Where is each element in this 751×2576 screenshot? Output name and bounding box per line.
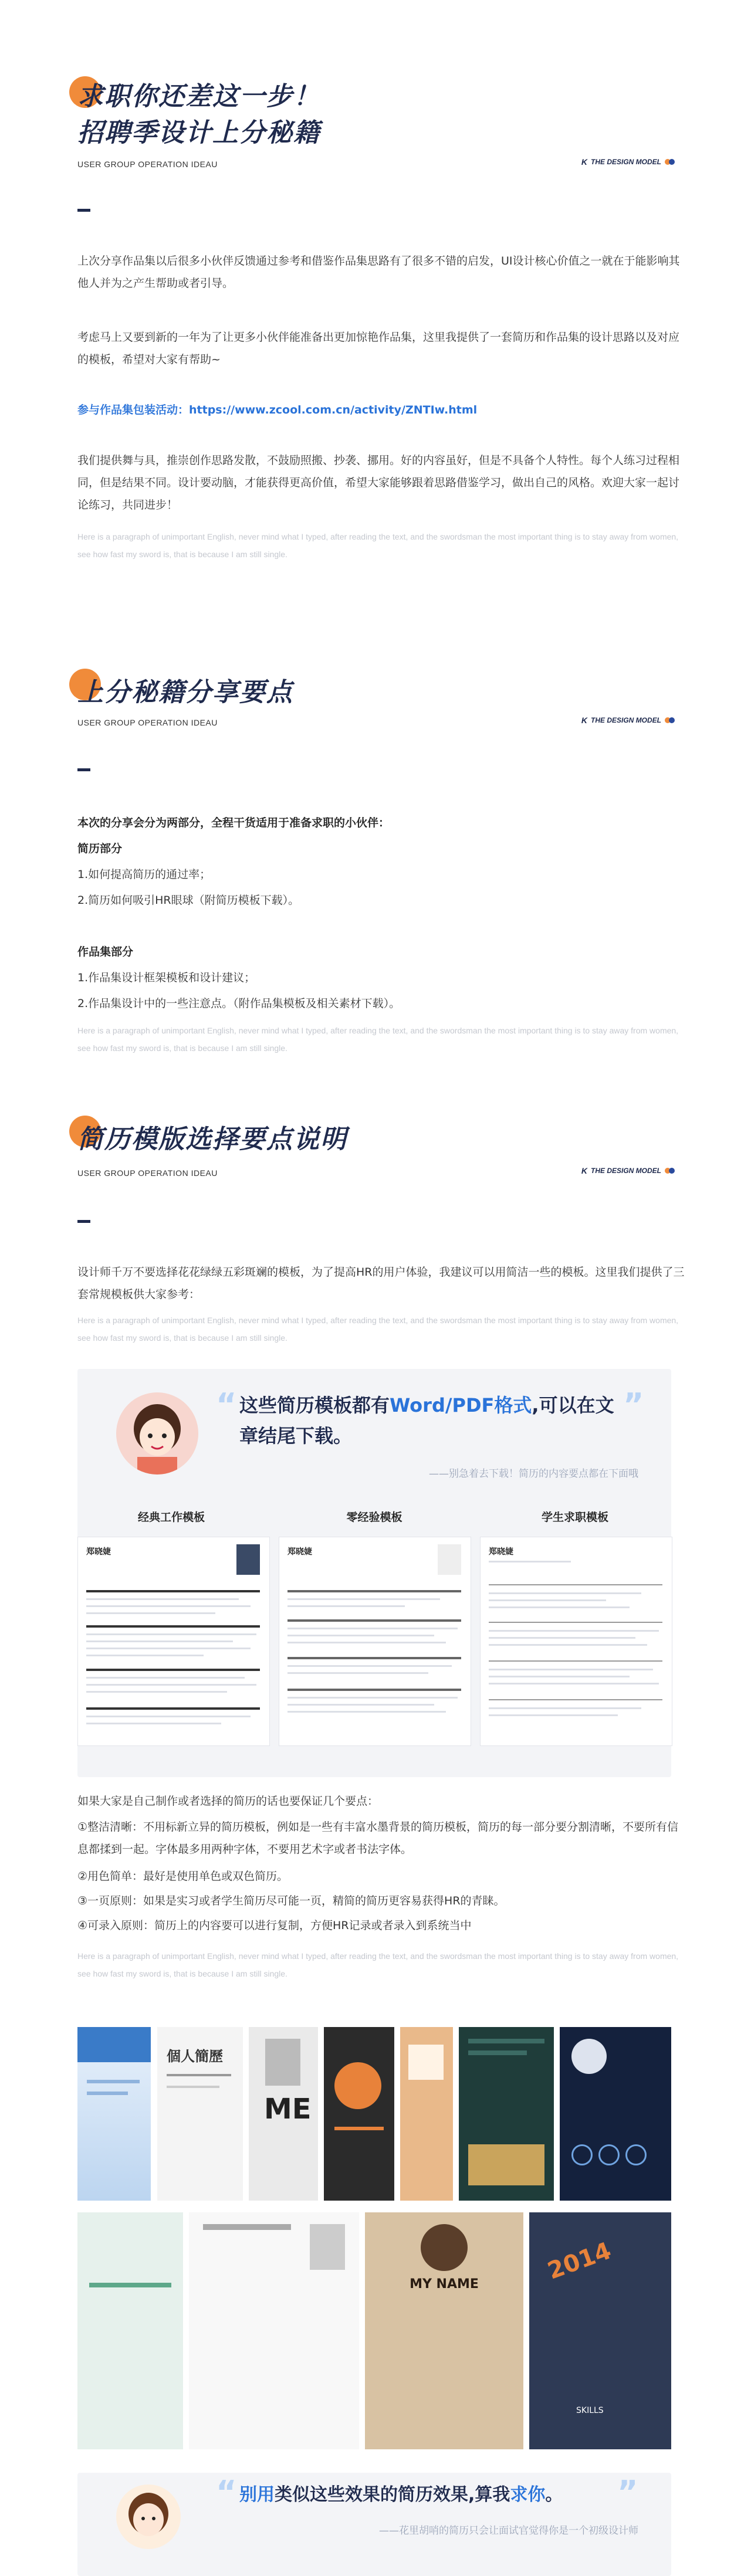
placeholder-paragraph: Here is a paragraph of unimportant English, never mind what I typed, after reading the text, and the swordsman the most important thing is to stay away from women, see how fast my sword is, that is because I am still single. (77, 1026, 679, 1053)
bad-resume-example-1 (77, 2027, 151, 2201)
resume-line (489, 1669, 653, 1670)
resume-section-bar (86, 1590, 260, 1592)
gallery-text: 個人簡歷 (167, 2048, 223, 2065)
worried-avatar-illustration (116, 2485, 181, 2549)
quote-close-icon: ” (623, 1387, 644, 1423)
resume-line (489, 1599, 606, 1601)
gallery-text: 2014 (544, 2237, 615, 2285)
resume-line (86, 1598, 239, 1600)
resume-line (287, 1598, 440, 1600)
brand-k-icon: K (581, 157, 587, 167)
resume-line (489, 1630, 659, 1632)
resume-line (86, 1648, 251, 1649)
resume-section-bar (287, 1657, 461, 1659)
resume-line (86, 1723, 221, 1724)
resume-line (86, 1677, 245, 1679)
section-subtitle: USER GROUP OPERATION IDEAU (77, 718, 218, 727)
bottom-quote-panel (77, 2473, 671, 2576)
section-subtitle: USER GROUP OPERATION IDEAU (77, 160, 218, 169)
bad-resume-example-7 (560, 2027, 671, 2201)
principle-item: ①整洁清晰：不用标新立异的简历模板，例如是一些有丰富水墨背景的简历模板，简历的每一部分要分割清晰，不要所有信息都揉到一起。字体最多用两种字体，不要用艺术字或者书法字体。 (77, 1821, 679, 1856)
resume-section-bar (489, 1699, 662, 1700)
brand-name: THE DESIGN MODEL (590, 1167, 661, 1175)
intro-paragraph-3: 我们提供舞与具，推崇创作思路发散，不鼓励照搬、抄袭、挪用。好的内容虽好，但是不具备个人特性。每个人练习过程相同，但是结果不同。设计要动脑，才能获得更高价值，希望大家能够跟着思路借鉴学习，做出自己的风格。欢迎大家一起讨论练习，共同进步！ (77, 454, 680, 511)
resume-line (489, 1592, 641, 1594)
resume-line (489, 1637, 635, 1639)
brand-k-icon: K (581, 716, 587, 725)
resume-line (86, 1640, 233, 1642)
principles-intro: 如果大家是自己制作或者选择的简历的话也要保证几个要点： (77, 1795, 379, 1808)
placeholder-paragraph: Here is a paragraph of unimportant English, never mind what I typed, after reading the text, and the swordsman the most important thing is to stay away from women, see how fast my sword is, that is because I am still single. (77, 532, 679, 559)
resume-section-bar (489, 1622, 662, 1623)
intro-paragraph-1: 上次分享作品集以后很多小伙伴反馈通过参考和借鉴作品集思路有了很多不错的启发，UI设计核心价值之一就在于能影响其他人并为之产生帮助或者引导。 (77, 255, 680, 290)
resume-item: 1.如何提高简历的通过率； (77, 868, 211, 881)
resume-line (287, 1635, 434, 1636)
resume-photo (438, 1544, 461, 1575)
resume-line (287, 1628, 458, 1629)
portfolio-heading: 作品集部分 (77, 945, 134, 958)
quote-text-pre: 这些简历模板都有 (239, 1394, 390, 1416)
template-label-classic: 经典工作模板 (137, 1511, 205, 1524)
brand-dots-icon (665, 717, 675, 723)
section-divider (77, 209, 90, 212)
section-divider (77, 1220, 90, 1223)
resume-section-bar (86, 1669, 260, 1671)
resume-line (287, 1672, 428, 1674)
bad-resume-example-3 (249, 2027, 318, 2201)
bottom-quote-mid: 类似这些效果的简历效果,算我 (275, 2485, 510, 2505)
bad-resume-example-6 (459, 2027, 554, 2201)
share-intro: 本次的分享会分为两部分，全程干货适用于准备求职的小伙伴： (77, 816, 390, 829)
resume-name: 郑晓婕 (489, 1547, 513, 1557)
resume-section-bar (489, 1584, 662, 1585)
resume-line (86, 1716, 251, 1717)
activity-link[interactable]: 参与作品集包装活动：https://www.zcool.com.cn/activity/ZNTIw.html (77, 404, 478, 416)
bad-resume-example-5 (400, 2027, 453, 2201)
resume-name: 郑晓婕 (287, 1547, 312, 1557)
quote-text-post: ,可以在文章结尾下载。 (239, 1394, 614, 1447)
page-title-line2: 招聘季设计上分秘籍 (77, 118, 320, 148)
section-divider (77, 768, 90, 771)
quote-subtext: ——别急着去下载！简历的内容要点都在下面哦 (429, 1468, 638, 1480)
template-label-zero-exp: 零经验模板 (346, 1511, 402, 1524)
brand-tag (581, 1166, 675, 1175)
portfolio-item: 2.作品集设计中的一些注意点。（附作品集模板及相关素材下载）。 (77, 997, 401, 1010)
bad-resume-gallery (77, 2027, 671, 2449)
bad-resume-example-11 (529, 2212, 671, 2449)
resume-section-bar (287, 1619, 461, 1622)
brand-dots-icon (665, 1168, 675, 1174)
resume-line (287, 1697, 458, 1699)
bottom-quote-subtext: ——花里胡哨的简历只会让面试官觉得你是一个初级设计师 (379, 2525, 638, 2537)
template-panel (77, 1369, 671, 1777)
gallery-text: SKILLS (576, 2406, 604, 2415)
resume-line (489, 1707, 641, 1709)
brand-tag (581, 716, 675, 725)
principle-item: ②用色简单：最好是使用单色或双色简历。 (77, 1870, 289, 1883)
portfolio-item: 1.作品集设计框架模板和设计建议； (77, 971, 256, 984)
resume-item: 2.简历如何吸引HR眼球（附简历模板下载）。 (77, 894, 300, 907)
gallery-text: MY NAME (410, 2277, 479, 2292)
resume-heading: 简历部分 (77, 842, 123, 855)
bottom-quote-hl: 求你 (510, 2485, 546, 2505)
resume-line (287, 1642, 446, 1643)
quote-open-icon: “ (216, 1387, 237, 1423)
resume-name: 郑晓婕 (86, 1547, 111, 1557)
resume-preview-classic[interactable] (77, 1537, 270, 1746)
section2-title: 上分秘籍分享要点 (77, 677, 293, 707)
resume-line (86, 1605, 251, 1607)
resume-line (489, 1644, 647, 1646)
resume-line (287, 1605, 405, 1607)
resume-line (287, 1711, 446, 1713)
placeholder-paragraph: Here is a paragraph of unimportant English, never mind what I typed, after reading the text, and the swordsman the most important thing is to stay away from women, see how fast my sword is, that is because I am still single. (77, 1951, 679, 1978)
quote-text (239, 1390, 615, 1451)
template-previews (77, 1537, 671, 1745)
resume-line (86, 1633, 256, 1635)
resume-line (86, 1691, 227, 1693)
resume-line (489, 1561, 571, 1562)
intro-paragraph-2: 考虑马上又要到新的一年为了让更多小伙伴能准备出更加惊艳作品集，这里我提供了一套简历和作品集的设计思路以及对应的模板，希望对大家有帮助~ (77, 331, 680, 366)
template-intro: 设计师千万不要选择花花绿绿五彩斑斓的模板，为了提高HR的用户体验，我建议可以用简洁一些的模板。这里我们提供了三套常规模板供大家参考： (77, 1266, 685, 1301)
template-label-student: 学生求职模板 (541, 1511, 608, 1524)
placeholder-paragraph: Here is a paragraph of unimportant English, never mind what I typed, after reading the text, and the swordsman the most important thing is to stay away from women, see how fast my sword is, that is because I am still single. (77, 1316, 679, 1343)
resume-section-bar (86, 1707, 260, 1710)
resume-photo (236, 1544, 260, 1575)
quote-highlight: Word/PDF格式 (390, 1394, 532, 1416)
bottom-quote-pre: 别用 (239, 2485, 275, 2505)
bottom-quote-text (239, 2480, 563, 2510)
resume-line (489, 1676, 630, 1677)
principle-item: ③一页原则：如果是实习或者学生简历尽可能一页，精简的简历更容易获得HR的青睐。 (77, 1894, 505, 1907)
section-subtitle: USER GROUP OPERATION IDEAU (77, 1168, 218, 1178)
section3-title: 简历模版选择要点说明 (77, 1124, 347, 1154)
bad-resume-example-2 (157, 2027, 243, 2201)
bottom-quote-end: 。 (545, 2485, 563, 2505)
resume-line (489, 1714, 618, 1716)
quote-close-icon: ” (617, 2474, 638, 2511)
resume-preview-student[interactable] (480, 1537, 672, 1746)
bad-resume-example-9 (189, 2212, 359, 2449)
resume-line (86, 1684, 256, 1686)
bad-resume-example-10 (365, 2212, 523, 2449)
resume-section-bar (287, 1689, 461, 1691)
brand-name: THE DESIGN MODEL (590, 158, 661, 166)
brand-dots-icon (665, 159, 675, 165)
principle-item: ④可录入原则：简历上的内容要可以进行复制，方便HR记录或者录入到系统当中 (77, 1919, 472, 1932)
bad-resume-example-8 (77, 2212, 183, 2449)
brand-name: THE DESIGN MODEL (590, 716, 661, 724)
quote-open-icon: “ (216, 2474, 237, 2511)
brand-tag (581, 157, 675, 167)
gallery-text: ME (264, 2093, 312, 2126)
resume-section-bar (86, 1625, 260, 1628)
resume-line (489, 1606, 630, 1608)
resume-preview-zero-exp[interactable] (279, 1537, 471, 1746)
resume-line (287, 1665, 452, 1667)
resume-section-bar (489, 1660, 662, 1662)
page-title-line1: 求职你还差这一步！ (77, 82, 320, 111)
brand-k-icon: K (581, 1166, 587, 1175)
resume-line (489, 1683, 659, 1684)
resume-line (287, 1704, 434, 1706)
bad-resume-example-4 (324, 2027, 394, 2201)
resume-section-bar (287, 1590, 461, 1592)
girl-avatar-illustration (116, 1392, 198, 1475)
resume-line (86, 1655, 204, 1656)
resume-line (86, 1612, 215, 1614)
